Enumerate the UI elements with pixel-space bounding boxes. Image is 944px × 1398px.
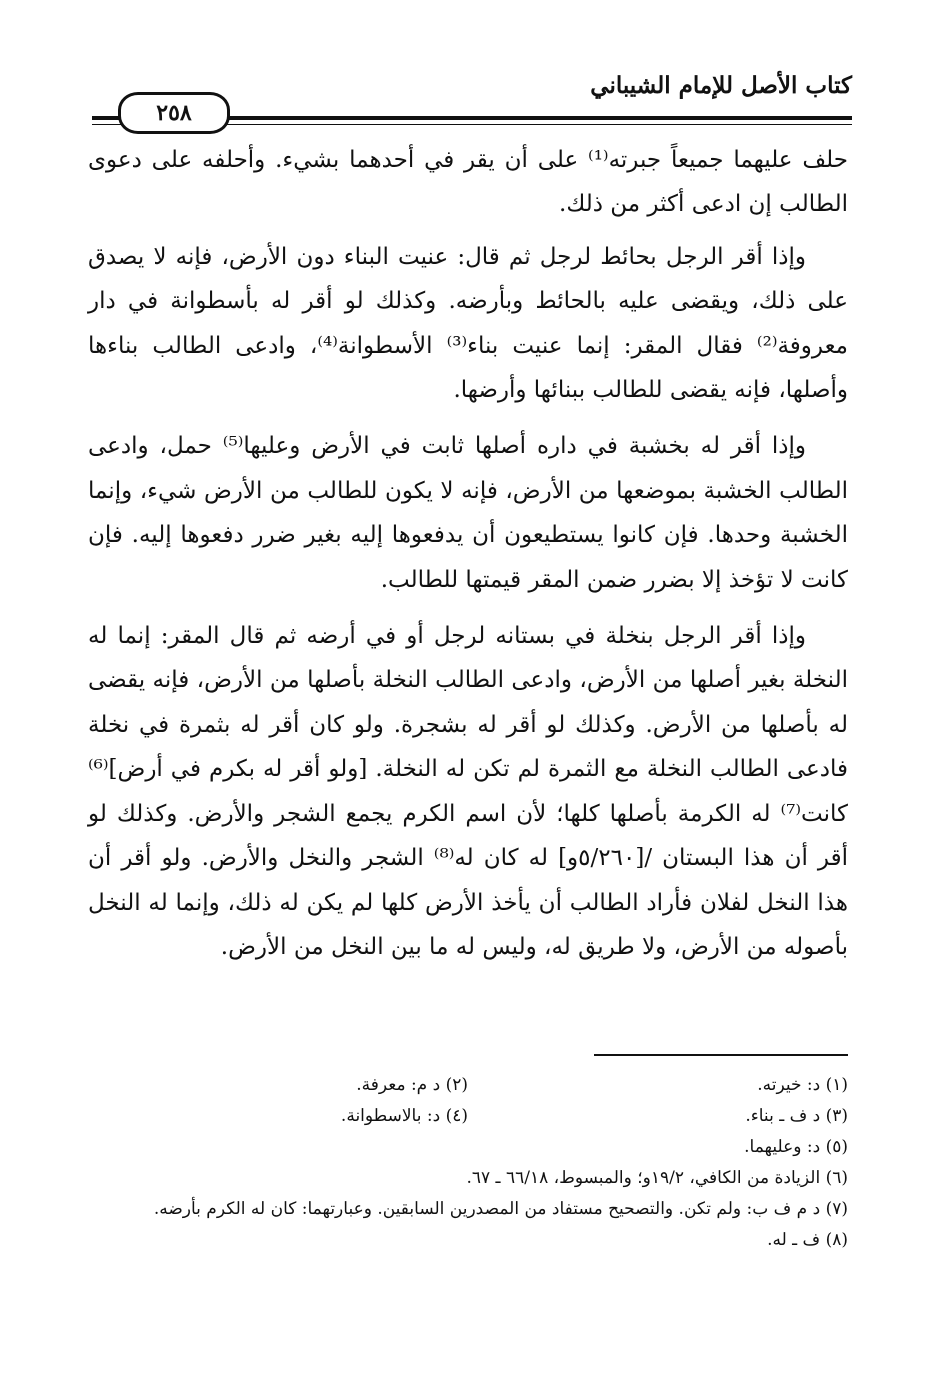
main-text [88, 138, 848, 981]
footnote-5: (٥) د: وعليهما. [744, 1137, 848, 1157]
footnote-3: (٣) د ف ـ بناء. [745, 1106, 848, 1126]
footnote-separator [594, 1054, 848, 1056]
paragraph-1: حلف عليهما جميعاً جبرته⁽¹⁾ على أن يقر في أحدهما بشيء. وأحلفه على دعوى الطالب إن ادعى أكثر من ذلك. [88, 147, 848, 218]
footnote-7: (٧) د م ف ب: ولم تكن. والتصحيح مستفاد من المصدرين السابقين. وعبارتهما: كان له الكرم بأرضه. [153, 1199, 848, 1219]
footnote-4: (٤) د: بالاسطوانة. [340, 1106, 468, 1126]
paragraph-2: وإذا أقر الرجل بحائط لرجل ثم قال: عنيت البناء دون الأرض، فإنه لا يصدق على ذلك، ويقضى عليه بالحائط وبأرضه. وكذلك لو أقر له بأسطوانة في دار معروفة⁽²⁾ فقال المقر: إنما عنيت بناء⁽³⁾ الأسطوانة⁽⁴⁾، وادعى الطالب بناءها وأصلها، فإنه يقضى للطالب ببنائها وأرضها. [88, 243, 848, 404]
running-title: كتاب الأصل للإمام الشيباني [590, 72, 852, 99]
page-number: ٢٥٨ [118, 92, 230, 134]
footnote-6: (٦) الزيادة من الكافي، ١٩/٢و؛ والمبسوط، ٦٦/١٨ ـ ٦٧. [466, 1168, 848, 1188]
footnote-1: (١) د: خيرته. [757, 1075, 848, 1095]
footnotes [88, 1070, 848, 1256]
paragraph-3: وإذا أقر له بخشبة في داره أصلها ثابت في الأرض وعليها⁽⁵⁾ حمل، وادعى الطالب الخشبة بموضعها من الأرض، فإنه لا يكون للطالب من الأرض شيء، وإنما الخشبة وحدها. فإن كانوا يستطيعون أن يدفعوها إليه بغير ضرر دفعوها إليه. فإن كانت لا تؤخذ إلا بضرر ضمن المقر قيمتها للطالب. [88, 433, 848, 593]
footnote-8: (٨) ف ـ له. [767, 1230, 848, 1250]
footnote-row [88, 1070, 848, 1101]
paragraph-4: وإذا أقر الرجل بنخلة في بستانه لرجل أو في أرضه ثم قال المقر: إنما له النخلة بغير أصلها من الأرض، وادعى الطالب النخلة بأصلها من الأرض، فإنه يقضى له بأصلها من الأرض. وكذلك لو أقر له بشجرة. ولو كان أقر له بثمرة في نخلة فادعى الطالب النخلة مع الثمرة لم تكن له النخلة. [ولو أقر له بكرم في أرض]⁽⁶⁾ كانت⁽⁷⁾ له الكرمة بأصلها كلها؛ لأن اسم الكرم يجمع الشجر والأرض. وكذلك لو أقر أن هذا البستان /[٥/٢٦٠و] له كان له⁽⁸⁾ الشجر والنخل والأرض. ولو أقر أن هذا النخل لفلان فأراد الطالب أن يأخذ الأرض كلها لم يكن له ذلك، وإنما له النخل بأصوله من الأرض، ولا طريق له، وليس له ما بين النخل من الأرض. [88, 623, 849, 960]
footnote-row [88, 1101, 848, 1132]
footnote-2: (٢) د م: معرفة. [356, 1075, 468, 1095]
